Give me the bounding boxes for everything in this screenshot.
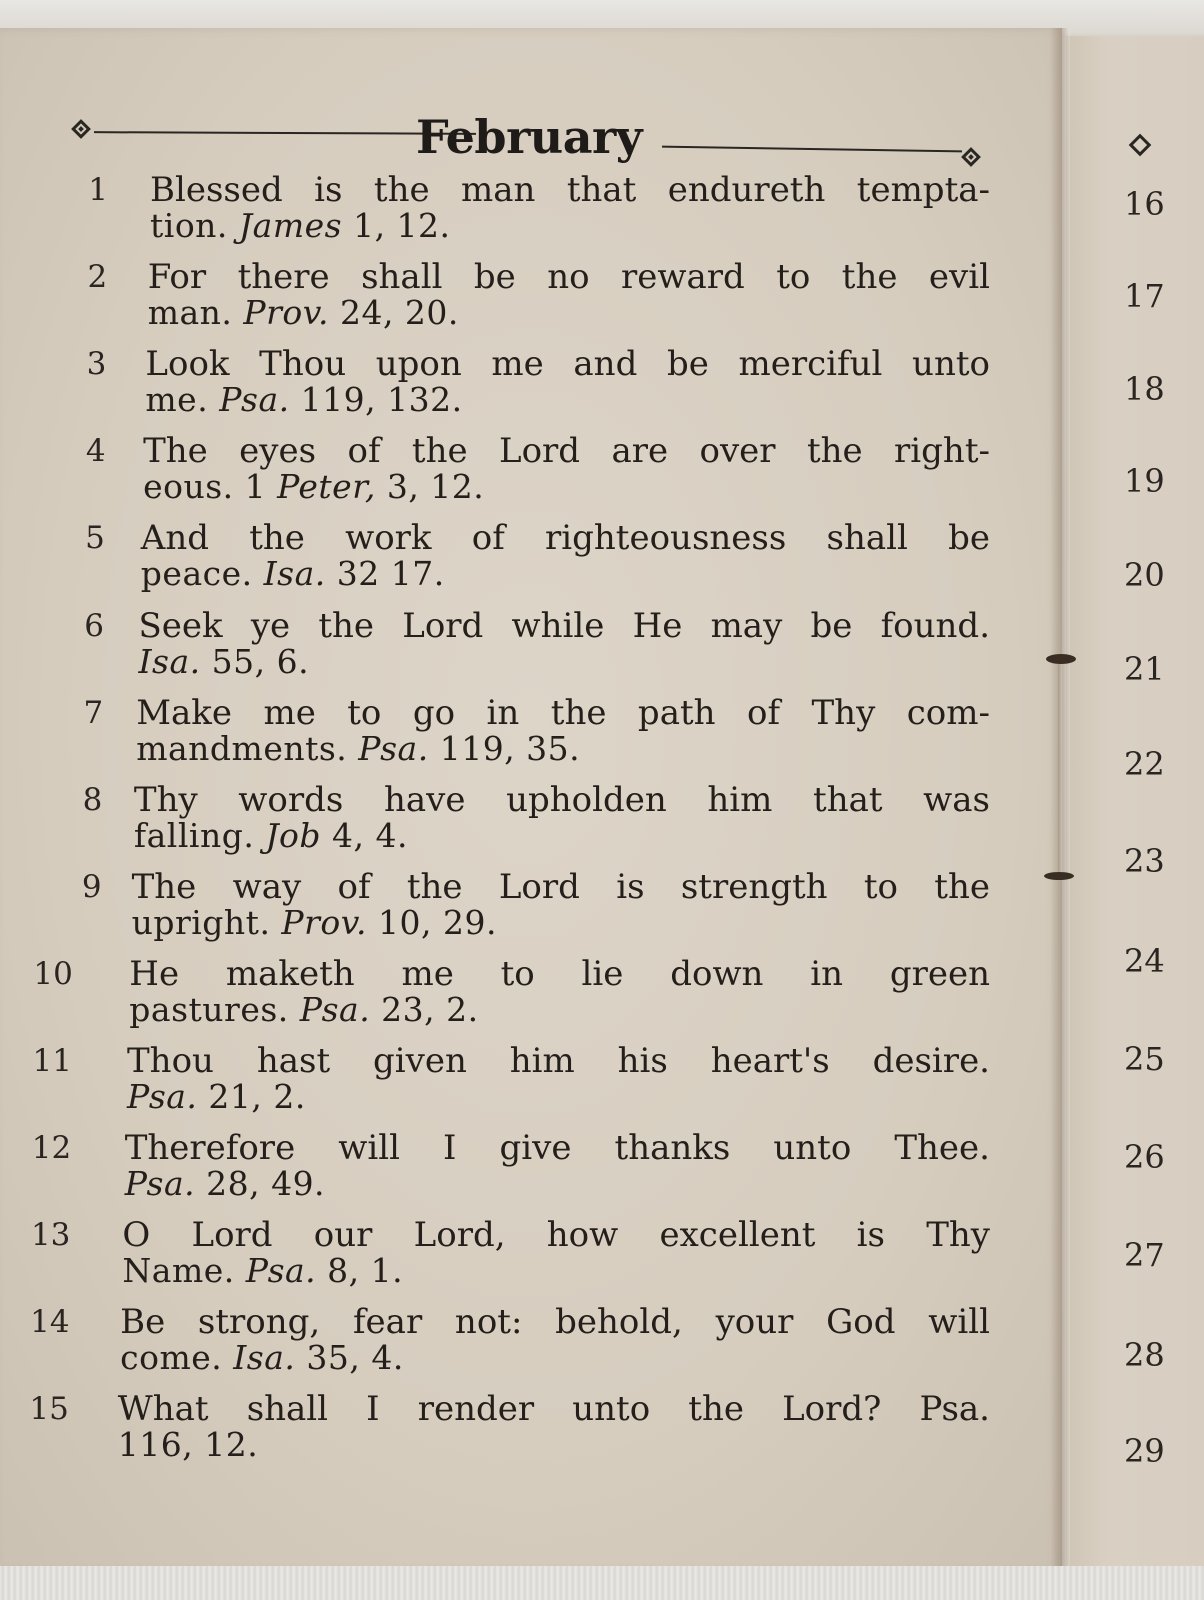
verse-line-2 [127, 1077, 306, 1116]
verse-line-2 [122, 1251, 403, 1290]
day-number: 22 [1124, 745, 1165, 783]
day-number: 19 [1124, 462, 1165, 500]
verse-line-1: Seek ye the Lord while He may be found. [138, 605, 990, 646]
day-number: 24 [1124, 942, 1165, 980]
day-number: 2 [87, 259, 108, 296]
verse-line-2 [143, 467, 484, 506]
staple-top-icon [1046, 654, 1076, 664]
verse-line-1: Look Thou upon me and be merciful unto [145, 344, 990, 385]
verse-line-1: O Lord our Lord, how excellent is Thy [122, 1215, 990, 1256]
day-number: 20 [1124, 556, 1165, 594]
day-number: 28 [1124, 1336, 1165, 1374]
scripture-book: James [238, 206, 343, 245]
verse-line-1: Blessed is the man that endureth tempta- [150, 170, 990, 210]
verse-line-1: Thy words have upholden him that was [133, 779, 990, 820]
month-header [72, 108, 997, 168]
verse-text-continuation: upright. [131, 902, 282, 942]
verse-line-2 [145, 380, 462, 419]
day-number: 26 [1124, 1138, 1165, 1176]
staple-bottom-icon [1044, 872, 1074, 880]
day-number: 25 [1124, 1040, 1165, 1078]
verse-text-continuation: mandments. [136, 728, 359, 768]
verse-line-1: For there shall be no reward to the evil [147, 257, 990, 298]
verse-line-2 [148, 293, 459, 332]
scripture-book: Prov. [281, 902, 367, 942]
verse-line-1: He maketh me to lie down in green [129, 953, 990, 994]
scripture-book: Psa. [358, 728, 429, 768]
verse-text-continuation: tion. [150, 206, 239, 245]
scripture-reference: 23, 2. [370, 989, 479, 1029]
day-number: 10 [33, 955, 73, 992]
scripture-reference: 28, 49. [195, 1164, 326, 1204]
day-number: 14 [30, 1304, 70, 1341]
verse-line-2 [129, 990, 478, 1029]
day-number: 6 [84, 607, 104, 644]
day-number: 12 [31, 1130, 72, 1167]
scripture-reference: 119, 132. [289, 380, 463, 420]
verse-text-continuation: man. [147, 293, 244, 333]
day-number: 16 [1124, 185, 1165, 223]
scripture-reference: 32 17. [325, 554, 445, 594]
day-number: 27 [1124, 1236, 1165, 1274]
header-rule-right [662, 146, 962, 153]
diamond-ornament-icon [71, 119, 91, 139]
scripture-book: Psa. [124, 1164, 196, 1204]
verse-line-2 [136, 729, 580, 768]
scripture-book: Psa. [245, 1251, 317, 1291]
day-number: 21 [1124, 650, 1165, 688]
day-number: 29 [1124, 1432, 1165, 1470]
verse-line-1: And the work of righteousness shall be [140, 518, 990, 559]
day-number: 23 [1124, 842, 1165, 880]
scripture-book: Prov. [243, 293, 329, 333]
scripture-reference: 35, 4. [295, 1338, 404, 1378]
verse-text-continuation: pastures. [129, 989, 300, 1029]
scripture-reference: 4, 4. [321, 815, 408, 855]
verse-line-1: The eyes of the Lord are over the right- [143, 431, 990, 472]
verse-line-1: Be strong, fear not: behold, your God will [120, 1302, 990, 1343]
verse-text-continuation: come. [120, 1338, 234, 1378]
day-number: 4 [85, 433, 106, 470]
scripture-book: Psa. [219, 380, 290, 420]
binding-stitch [1058, 660, 1062, 880]
scripture-book: Job [265, 815, 322, 855]
day-number: 3 [86, 346, 107, 383]
verse-line-1: The way of the Lord is strength to the [131, 866, 990, 907]
verse-line-2 [139, 642, 310, 681]
verse-line-1: Thou hast given him his heart's desire. [127, 1041, 990, 1081]
verse-line-2 [125, 1164, 325, 1203]
day-number: 13 [30, 1217, 71, 1254]
day-number: 5 [85, 520, 105, 557]
scripture-reference: 1, 12. [342, 206, 451, 245]
verse-line-1: What shall I render unto the Lord? Psa. [117, 1389, 990, 1430]
scripture-book: Psa. [299, 989, 371, 1029]
scripture-reference: 10, 29. [367, 902, 497, 942]
verse-text-continuation: Name. [122, 1251, 246, 1291]
verse-text-continuation: falling. [133, 815, 266, 855]
day-number: 9 [81, 868, 102, 905]
verse-line-2 [118, 1425, 258, 1464]
verse-line-1: Therefore will I give thanks unto Thee. [124, 1128, 990, 1169]
verse-text-continuation: me. [145, 380, 220, 420]
scripture-reference: 55, 6. [200, 641, 310, 681]
scripture-book: Isa. [138, 641, 201, 681]
verse-text-continuation: eous. 1 [143, 467, 278, 507]
verse-line-2 [132, 903, 497, 942]
scripture-reference: 3, 12. [375, 467, 485, 507]
day-number: 17 [1124, 277, 1165, 315]
day-number: 1 [88, 172, 108, 208]
day-number: 7 [83, 694, 104, 731]
background-cloth-bottom [0, 1566, 1204, 1600]
verse-line-2 [134, 816, 408, 855]
scripture-reference: 21, 2. [197, 1077, 306, 1116]
scripture-book: Psa. [127, 1077, 198, 1116]
scripture-book: Peter, [277, 467, 376, 507]
month-title: February [416, 110, 643, 164]
verse-line-2 [141, 554, 445, 593]
diamond-ornament-icon [961, 147, 981, 167]
verse-line-2 [120, 1338, 404, 1377]
verse-line-1: Make me to go in the path of Thy com- [136, 692, 990, 733]
scripture-book: Isa. [263, 554, 326, 594]
verse-text-continuation: 116, 12. [117, 1425, 259, 1465]
day-number: 15 [29, 1391, 69, 1428]
day-number: 11 [32, 1043, 72, 1079]
day-number: 18 [1124, 370, 1165, 408]
day-number: 8 [82, 781, 103, 818]
verse-line-2 [150, 206, 451, 245]
scripture-reference: 24, 20. [328, 293, 459, 333]
scripture-book: Isa. [233, 1338, 296, 1378]
scripture-reference: 119, 35. [428, 728, 581, 768]
scripture-reference: 8, 1. [316, 1251, 404, 1291]
verse-text-continuation: peace. [140, 554, 264, 594]
